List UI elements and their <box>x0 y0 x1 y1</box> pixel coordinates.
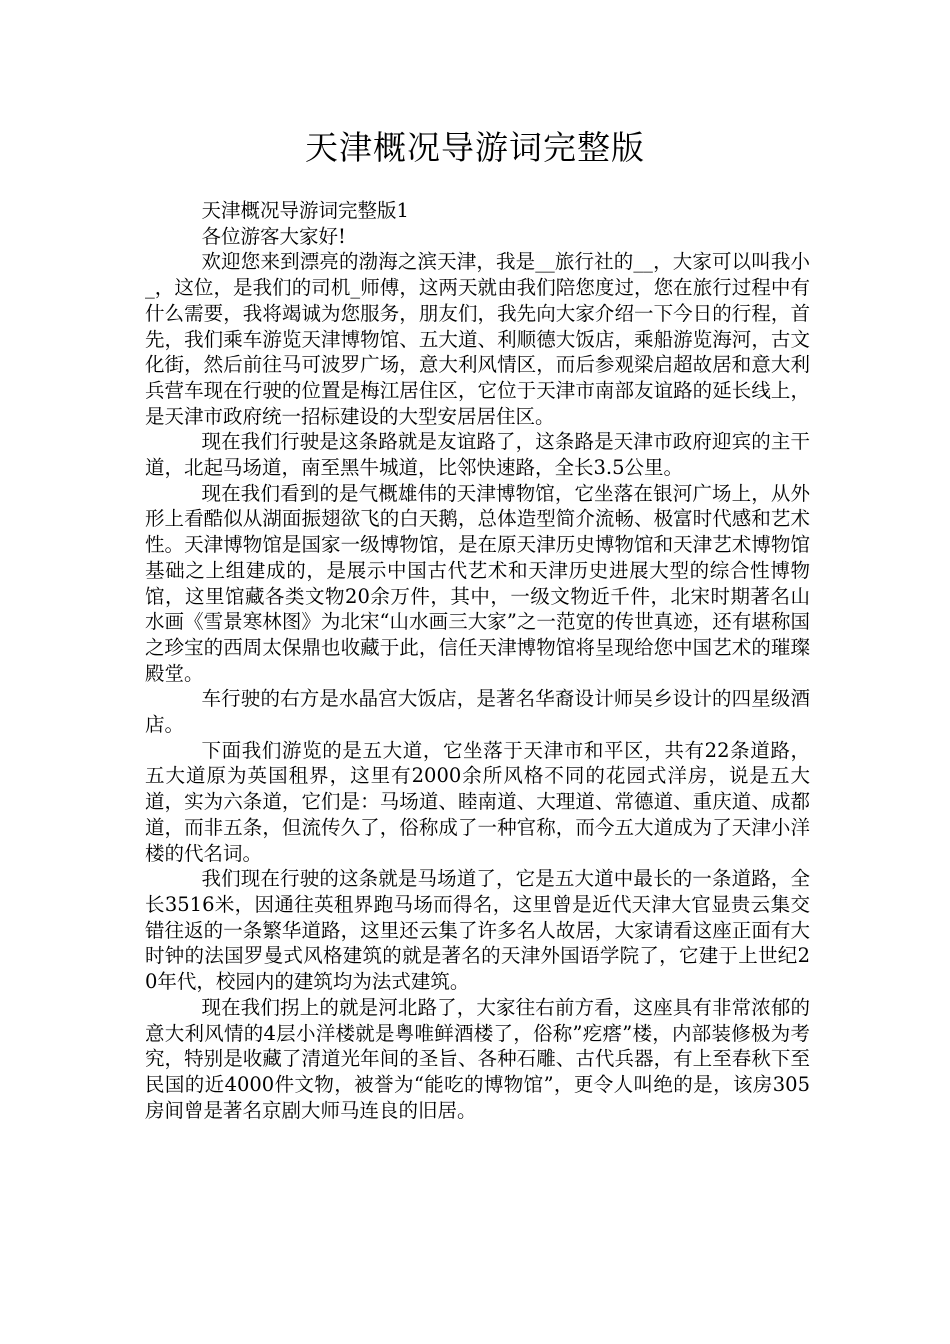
paragraph-hebei-road: 现在我们拐上的就是河北路了，大家往右前方看，这座具有非常浓郁的意大利风情的4层小洋楼就是粤唯鲜酒楼了，俗称”疙瘩”楼，内部装修极为考究，特别是收藏了清道光年间的圣旨、各种石雕、古代兵器，有上至春秋下至民国的近4000件文物，被誉为“能吃的博物馆”，更令人叫绝的是，该房305房间曾是著名京剧大师马连良的旧居。 <box>145 995 810 1122</box>
paragraph-greeting: 各位游客大家好! <box>201 224 346 248</box>
paragraph-subtitle: 天津概况导游词完整版1 <box>201 199 409 222</box>
paragraph-tianjin-museum: 现在我们看到的是气概雄伟的天津博物馆，它坐落在银河广场上，从外形上看酷似从湖面振翅欲飞的白天鹅，总体造型简介流畅、极富时代感和艺术性。天津博物馆是国家一级博物馆，是在原天津历史博物馆和天津艺术博物馆基础之上组建成的，是展示中国古代艺术和天津历史进展大型的综合性博物馆，这里馆藏各类文物20余万件，其中，一级文物近千件，北宋时期著名山水画《雪景寒林图》为北宋“山水画三大家”之一范宽的传世真迹，还有堪称国之珍宝的西周太保鼎也收藏于此，信任天津博物馆将呈现给您中国艺术的璀璨殿堂。 <box>145 481 810 685</box>
document-title: 天津概况导游词完整版 <box>305 128 645 167</box>
paragraph-youyi-road: 现在我们行驶是这条路就是友谊路了，这条路是天津市政府迎宾的主干道，北起马场道，南至黑牛城道，比邻快速路，全长3.5公里。 <box>145 430 810 480</box>
paragraph-welcome: 欢迎您来到漂亮的渤海之滨天津，我是__旅行社的__，大家可以叫我小_，这位，是我们的司机_师傅，这两天就由我们陪您度过，您在旅行过程中有什么需要，我将竭诚为您服务，朋友们，我先向大家介绍一下今日的行程，首先，我们乘车游览天津博物馆、五大道、利顺德大饭店，乘船游览海河，古文化街，然后前往马可波罗广场，意大利风情区，而后参观梁启超故居和意大利兵营车现在行驶的位置是梅江居住区，它位于天津市南部友谊路的延长线上，是天津市政府统一招标建设的大型安居居住区。 <box>145 250 810 428</box>
document-body <box>145 198 810 1123</box>
paragraph-crystal-palace-hotel: 车行驶的右方是水晶宫大饭店，是著名华裔设计师吴乡设计的四星级酒店。 <box>145 687 810 737</box>
paragraph-five-avenues: 下面我们游览的是五大道，它坐落于天津市和平区，共有22条道路，五大道原为英国租界，这里有2000余所风格不同的花园式洋房，说是五大道，实为六条道，它们是：马场道、睦南道、大理道、常德道、重庆道、成都道，而非五条，但流传久了，俗称成了一种官称，而今五大道成为了天津小洋楼的代名词。 <box>145 738 810 865</box>
paragraph-machang-road: 我们现在行驶的这条就是马场道了，它是五大道中最长的一条道路，全长3516米，因通往英租界跑马场而得名，这里曾是近代天津大官显贵云集交错往返的一条繁华道路，这里还云集了许多名人故居，大家请看这座正面有大时钟的法国罗曼式风格建筑的就是著名的天津外国语学院了，它建于上世纪20年代，校园内的建筑均为法式建筑。 <box>145 867 810 994</box>
